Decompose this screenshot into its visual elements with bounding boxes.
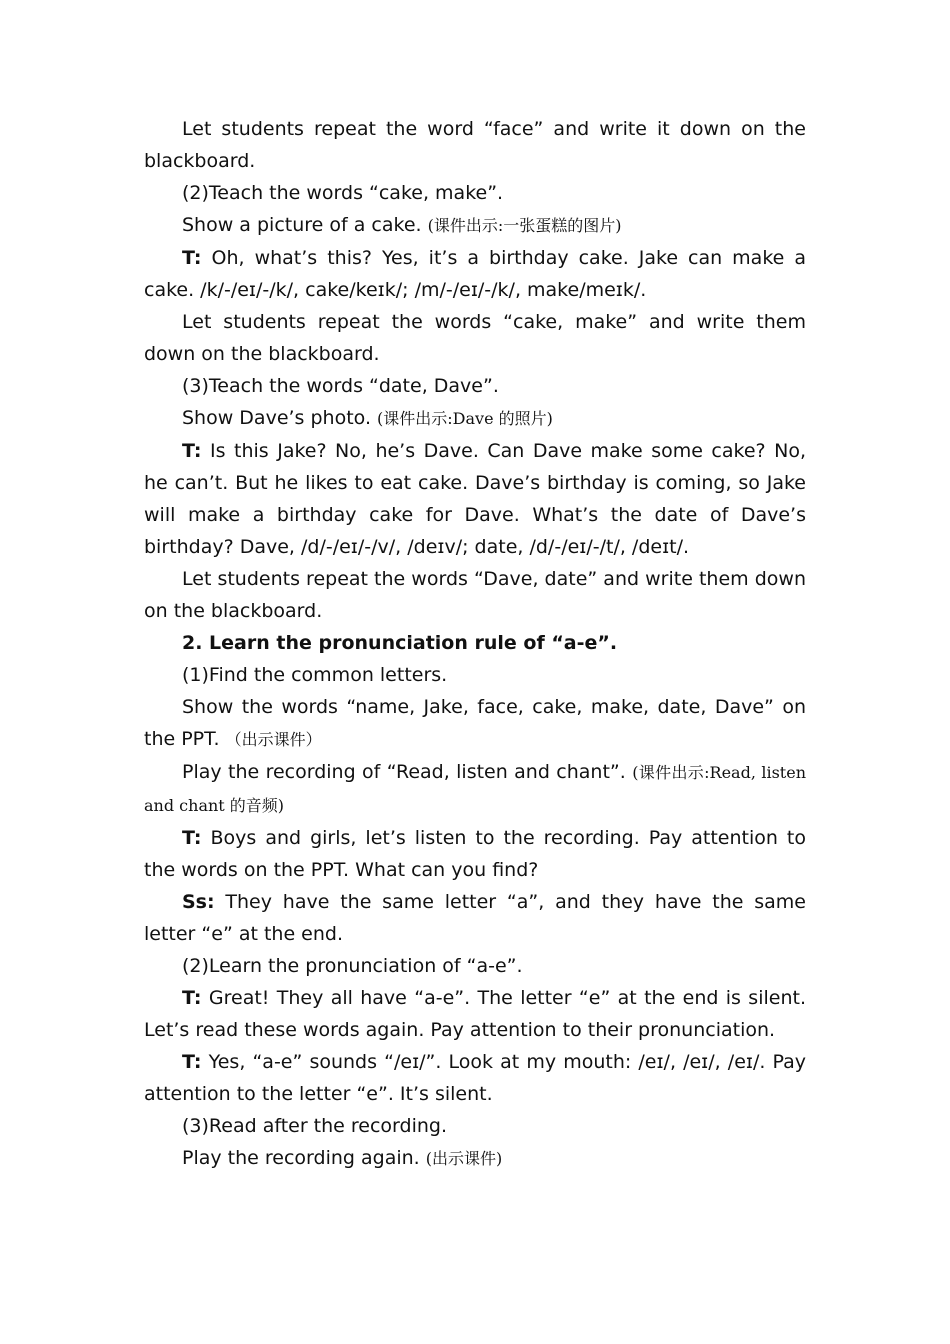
paragraph: Show the words “name, Jake, face, cake, make, date, Dave” on the PPT. （出示课件） — [144, 696, 806, 750]
dialogue-line: T: Yes, “a-e” sounds “/eɪ/”. Look at my mouth: /eɪ/, /eɪ/, /eɪ/. Pay attention to the letter “e”. It’s silent. — [144, 1051, 806, 1105]
speaker-label: T: — [182, 987, 202, 1009]
dialogue-line: T: Oh, what’s this? Yes, it’s a birthday cake. Jake can make a cake. /k/-/eɪ/-/k/, cake/keɪk/; /m/-/eɪ/-/k/, make/meɪk/. — [144, 247, 806, 301]
dialogue-line: Ss: They have the same letter “a”, and they have the same letter “e” at the end. — [144, 891, 806, 945]
document-page — [144, 113, 806, 1175]
paragraph: (2)Learn the pronunciation of “a-e”. — [182, 955, 523, 977]
paragraph: Show Dave’s photo. (课件出示:Dave 的照片) — [182, 407, 553, 429]
speaker-label: T: — [182, 440, 202, 462]
speaker-label: T: — [182, 827, 202, 849]
paragraph: (3)Read after the recording. — [182, 1115, 448, 1137]
section-heading: 2. Learn the pronunciation rule of “a-e”. — [182, 632, 618, 654]
paragraph: Let students repeat the words “Dave, date” and write them down on the blackboard. — [144, 568, 806, 622]
dialogue-line: T: Is this Jake? No, he’s Dave. Can Dave make some cake? No, he can’t. But he likes to eat cake. Dave’s birthday is coming, so Jake will make a birthday cake for Dave. What’s the date of Dave’s birthday? Dave, /d/-/eɪ/-/v/, /deɪv/; date, /d/-/eɪ/-/t/, /deɪt/. — [144, 440, 806, 558]
courseware-note: (课件出示:Read, listen and chant 的音频) — [144, 763, 806, 815]
paragraph: (2)Teach the words “cake, make”. — [182, 182, 504, 204]
paragraph: Play the recording of “Read, listen and chant”. (课件出示:Read, listen and chant 的音频) — [144, 761, 806, 815]
paragraph: Let students repeat the word “face” and write it down on the blackboard. — [144, 118, 806, 172]
speaker-label: T: — [182, 1051, 202, 1073]
courseware-note: (课件出示:一张蛋糕的图片) — [427, 216, 622, 235]
paragraph: Let students repeat the words “cake, make” and write them down on the blackboard. — [144, 311, 806, 365]
paragraph: Show a picture of a cake. (课件出示:一张蛋糕的图片) — [182, 214, 622, 236]
paragraph: (1)Find the common letters. — [182, 664, 448, 686]
courseware-note: (课件出示:Dave 的照片) — [377, 409, 553, 428]
speaker-label: T: — [182, 247, 202, 269]
courseware-note: （出示课件） — [225, 730, 322, 749]
courseware-note: (出示课件) — [425, 1149, 503, 1168]
speaker-label: Ss: — [182, 891, 215, 913]
paragraph: (3)Teach the words “date, Dave”. — [182, 375, 499, 397]
dialogue-line: T: Boys and girls, let’s listen to the recording. Pay attention to the words on the PPT. What can you find? — [144, 827, 806, 881]
dialogue-line: T: Great! They all have “a-e”. The letter “e” at the end is silent. Let’s read these words again. Pay attention to their pronunciation. — [144, 987, 806, 1041]
paragraph: Play the recording again. (出示课件) — [182, 1147, 503, 1169]
